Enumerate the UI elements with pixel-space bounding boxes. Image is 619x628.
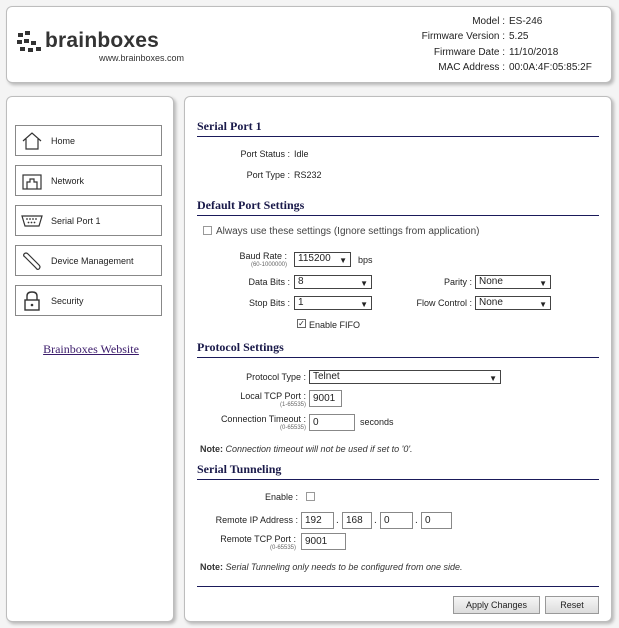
always-use-settings-checkbox[interactable] bbox=[203, 226, 212, 235]
model-label: Model : bbox=[472, 16, 505, 27]
apply-changes-button[interactable]: Apply Changes bbox=[453, 596, 540, 614]
ip-dot-separator: . bbox=[374, 515, 377, 526]
port-type-value: RS232 bbox=[294, 170, 322, 180]
firmware-version-label: Firmware Version : bbox=[421, 31, 505, 43]
remote-ip-octet-4[interactable]: 0 bbox=[421, 512, 452, 529]
remote-tcp-port-input[interactable]: 9001 bbox=[301, 533, 346, 550]
parity-value: None bbox=[479, 276, 503, 287]
local-tcp-port-range: (1-65535) bbox=[279, 402, 306, 408]
stop-bits-select[interactable] bbox=[294, 296, 372, 310]
nav-home[interactable] bbox=[15, 125, 162, 156]
nav-network-label: Network bbox=[51, 175, 85, 186]
serial-port-icon bbox=[19, 209, 45, 233]
mac-address-value: 00:0A:4F:05:85:2F bbox=[509, 61, 592, 73]
data-bits-label: Data Bits : bbox=[248, 277, 290, 287]
remote-ip-octet-3[interactable]: 0 bbox=[380, 512, 413, 529]
nav-serial-port-1[interactable] bbox=[15, 205, 162, 236]
tunneling-enable-checkbox[interactable] bbox=[306, 492, 315, 501]
nav-device-management-label: Device Management bbox=[51, 255, 134, 266]
protocol-type-select[interactable] bbox=[309, 370, 501, 384]
firmware-version-value: 5.25 bbox=[509, 31, 529, 43]
nav-home-label: Home bbox=[51, 135, 76, 146]
connection-timeout-input[interactable]: 0 bbox=[309, 414, 355, 431]
remote-tcp-port-range: (0-65535) bbox=[269, 545, 296, 551]
protocol-type-value: Telnet bbox=[313, 371, 340, 382]
lock-icon bbox=[19, 289, 45, 313]
logo-text-brain: brain bbox=[45, 29, 98, 52]
nav-serial-port-label: Serial Port 1 bbox=[51, 215, 101, 226]
chevron-down-icon: ▼ bbox=[360, 300, 368, 309]
nav-security-label: Security bbox=[51, 295, 84, 306]
always-use-settings-label: Always use these settings (Ignore settings from application) bbox=[216, 226, 480, 237]
device-info bbox=[375, 14, 597, 75]
remote-ip-label: Remote IP Address : bbox=[215, 515, 298, 525]
flow-control-select[interactable] bbox=[475, 296, 551, 310]
network-icon bbox=[19, 169, 45, 193]
stop-bits-value: 1 bbox=[298, 297, 304, 308]
remote-ip-octet-2[interactable]: 168 bbox=[342, 512, 372, 529]
nav-network[interactable] bbox=[15, 165, 162, 196]
default-port-settings-title: Default Port Settings bbox=[197, 198, 599, 216]
serial-port-title: Serial Port 1 bbox=[197, 119, 599, 137]
baud-rate-label: Baud Rate : (60-1000000) bbox=[205, 251, 287, 270]
chevron-down-icon: ▼ bbox=[489, 374, 497, 383]
connection-timeout-range: (0-65535) bbox=[279, 425, 306, 431]
baud-rate-select[interactable] bbox=[294, 252, 351, 267]
tunneling-enable-label: Enable : bbox=[264, 492, 298, 502]
ip-dot-separator: . bbox=[415, 515, 418, 526]
logo-text-boxes: boxes bbox=[97, 29, 160, 52]
enable-fifo-checkbox[interactable]: ✓ bbox=[298, 319, 305, 328]
nav-security[interactable] bbox=[15, 285, 162, 316]
main-panel bbox=[184, 96, 612, 622]
nav-device-management[interactable] bbox=[15, 245, 162, 276]
protocol-settings-title: Protocol Settings bbox=[197, 340, 599, 358]
port-status-label: Port Status : bbox=[240, 149, 290, 159]
chevron-down-icon: ▼ bbox=[539, 300, 547, 309]
chevron-down-icon: ▼ bbox=[539, 279, 547, 288]
wrench-icon bbox=[19, 249, 45, 273]
data-bits-select[interactable] bbox=[294, 275, 372, 289]
port-status-value: Idle bbox=[294, 149, 309, 159]
baud-rate-range: (60-1000000) bbox=[250, 262, 287, 268]
local-tcp-port-label: Local TCP Port : (1-65535) bbox=[205, 391, 306, 410]
protocol-type-label: Protocol Type : bbox=[246, 372, 306, 382]
remote-tcp-port-label: Remote TCP Port : (0-65535) bbox=[195, 534, 296, 553]
mac-address-label: MAC Address : bbox=[438, 61, 505, 73]
brainboxes-website-link[interactable]: Brainboxes Website bbox=[43, 342, 139, 356]
logo-url: www.brainboxes.com bbox=[99, 53, 185, 63]
sidebar bbox=[6, 96, 174, 622]
home-icon bbox=[19, 129, 45, 153]
enable-fifo-label: Enable FIFO bbox=[309, 320, 361, 330]
firmware-date-label: Firmware Date : bbox=[433, 46, 505, 58]
bottom-divider bbox=[197, 586, 599, 587]
data-bits-value: 8 bbox=[298, 276, 304, 287]
chevron-down-icon: ▼ bbox=[339, 256, 347, 265]
parity-select[interactable] bbox=[475, 275, 551, 289]
header-panel bbox=[6, 6, 612, 83]
firmware-date-value: 11/10/2018 bbox=[509, 46, 559, 58]
baud-rate-value: 115200 bbox=[298, 253, 331, 264]
local-tcp-port-input[interactable]: 9001 bbox=[309, 390, 342, 407]
brainboxes-logo bbox=[17, 26, 197, 66]
logo-dots-icon bbox=[17, 31, 43, 53]
serial-tunneling-note: Note: Serial Tunneling only needs to be configured from one side. bbox=[200, 562, 463, 572]
reset-button[interactable]: Reset bbox=[545, 596, 599, 614]
chevron-down-icon: ▼ bbox=[360, 279, 368, 288]
flow-control-value: None bbox=[479, 297, 503, 308]
connection-timeout-label: Connection Timeout : (0-65535) bbox=[195, 414, 306, 433]
parity-label: Parity : bbox=[443, 277, 472, 287]
serial-tunneling-title: Serial Tunneling bbox=[197, 462, 599, 480]
remote-ip-octet-1[interactable]: 192 bbox=[301, 512, 334, 529]
flow-control-label: Flow Control : bbox=[416, 298, 472, 308]
baud-unit: bps bbox=[358, 255, 373, 265]
port-type-label: Port Type : bbox=[246, 170, 290, 180]
model-value: ES-246 bbox=[509, 16, 543, 27]
ip-dot-separator: . bbox=[336, 515, 339, 526]
stop-bits-label: Stop Bits : bbox=[248, 298, 290, 308]
connection-timeout-note: Note: Connection timeout will not be used if set to '0'. bbox=[200, 444, 413, 454]
connection-timeout-unit: seconds bbox=[360, 417, 394, 427]
